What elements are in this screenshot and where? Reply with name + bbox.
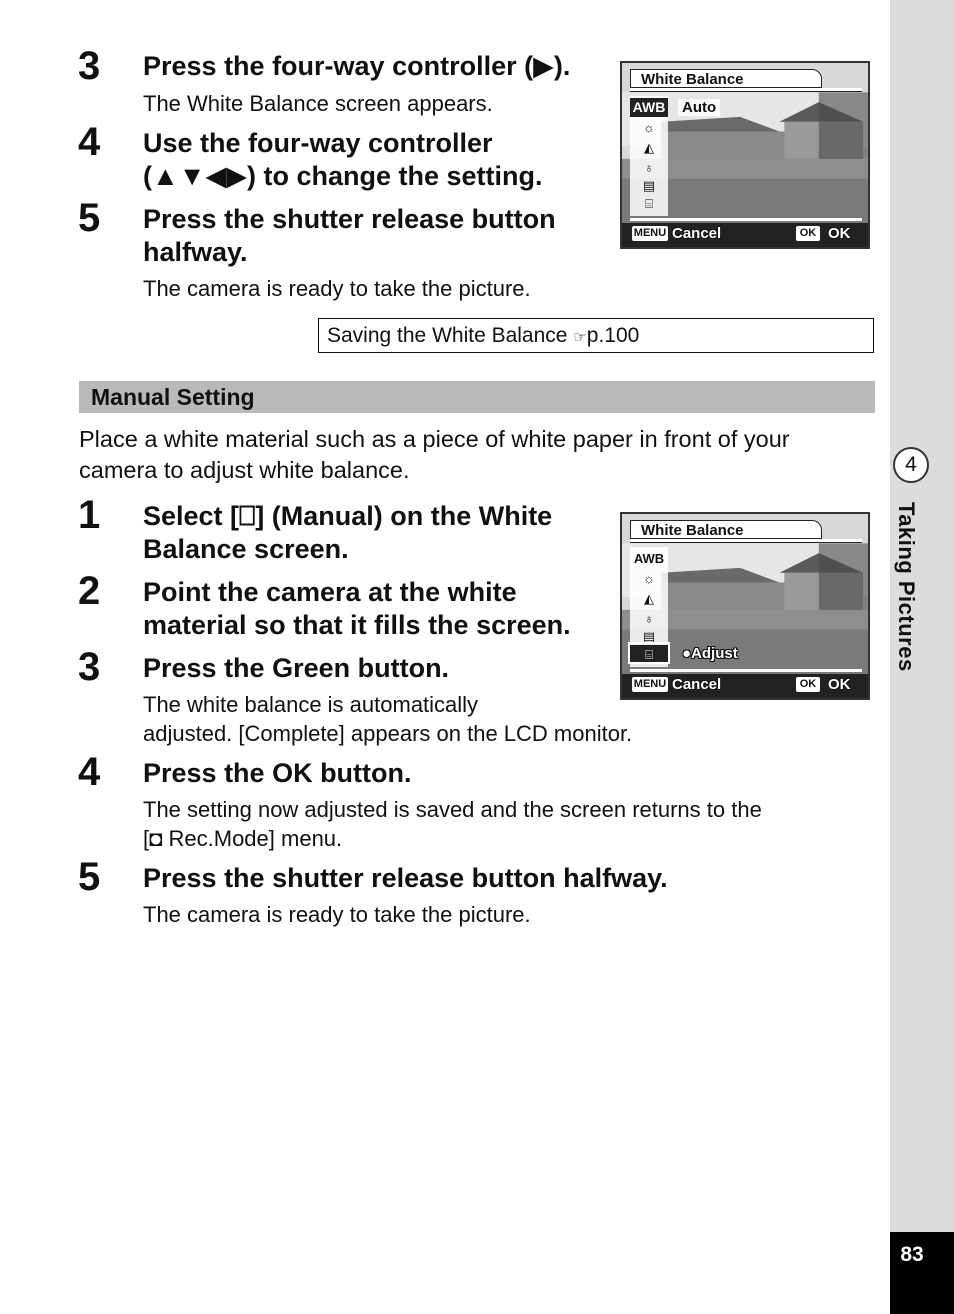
menu-key[interactable]: MENU bbox=[633, 678, 667, 690]
selected-mode-label: Auto bbox=[678, 99, 720, 116]
camera-screen-manual-adjust bbox=[620, 512, 870, 700]
footer-rule bbox=[630, 218, 862, 221]
step-description: The white balance is automatically adjusted. [Complete] appears on the LCD monitor. bbox=[143, 692, 633, 746]
step-number: 3 bbox=[78, 645, 101, 689]
step-number: 4 bbox=[78, 120, 101, 164]
reference-pointer-icon: ☞ bbox=[573, 329, 587, 346]
reference-text: Saving the White Balance bbox=[327, 324, 568, 347]
sun-icon[interactable]: ☼ bbox=[643, 120, 655, 135]
tungsten-icon[interactable]: ♁ bbox=[644, 160, 654, 175]
step-title: Press the Green button. bbox=[143, 653, 450, 683]
shade-icon[interactable]: ◭ bbox=[644, 591, 654, 606]
manual-wb-icon[interactable]: ⌸ bbox=[645, 196, 653, 211]
step-number: 2 bbox=[78, 569, 101, 613]
step-number: 4 bbox=[78, 750, 101, 794]
step-number: 1 bbox=[78, 493, 101, 537]
ok-key[interactable]: OK bbox=[796, 677, 820, 692]
step-title: Point the camera at the white material so that it fills the screen. bbox=[143, 577, 571, 640]
tungsten-icon[interactable]: ♁ bbox=[644, 611, 654, 626]
step-title: Select [⎕] (Manual) on the White Balance screen. bbox=[143, 501, 553, 564]
adjust-hint: ●Adjust bbox=[682, 645, 738, 662]
cancel-label: Cancel bbox=[672, 676, 722, 693]
step-title: Press the OK button. bbox=[143, 758, 412, 788]
step-description: The setting now adjusted is saved and the screen returns to the [◘ Rec.Mode] menu. bbox=[143, 797, 762, 851]
intro-paragraph: Place a white material such as a piece of white paper in front of your camera to adjust white balance. bbox=[79, 426, 790, 483]
step-title: Use the four-way controller (▲▼◀▶) to change the setting. bbox=[143, 128, 543, 191]
step-description: The White Balance screen appears. bbox=[143, 91, 493, 116]
chapter-title: Taking Pictures bbox=[894, 502, 919, 672]
screen-header: White Balance bbox=[630, 520, 822, 539]
cancel-label: Cancel bbox=[672, 225, 722, 242]
ok-label: OK bbox=[828, 225, 851, 242]
step-title: Press the shutter release button halfway. bbox=[143, 863, 668, 893]
step-title: Press the shutter release button halfway. bbox=[143, 204, 556, 267]
menu-key[interactable]: MENU bbox=[633, 227, 667, 239]
ok-label: OK bbox=[828, 676, 851, 693]
chapter-number: 4 bbox=[893, 447, 929, 483]
reference-page[interactable]: p.100 bbox=[586, 324, 640, 347]
camera-screen-white-balance bbox=[620, 61, 870, 249]
ok-key[interactable]: OK bbox=[796, 226, 820, 241]
screen-header: White Balance bbox=[630, 69, 822, 88]
header-rule bbox=[630, 539, 862, 543]
green-button-icon: ● bbox=[682, 645, 692, 662]
page-number: 83 bbox=[900, 1243, 924, 1266]
step-title: Press the four-way controller (▶). bbox=[143, 51, 571, 81]
manual-wb-icon[interactable]: ⌸ bbox=[630, 645, 668, 664]
selection-frame bbox=[628, 642, 670, 664]
awb-icon[interactable]: AWB bbox=[633, 551, 665, 566]
shade-icon[interactable]: ◭ bbox=[644, 140, 654, 155]
awb-icon[interactable]: AWB bbox=[630, 98, 668, 117]
fluorescent-icon[interactable]: ▤ bbox=[642, 178, 656, 193]
step-number: 3 bbox=[78, 44, 101, 88]
step-description: The camera is ready to take the picture. bbox=[143, 902, 531, 927]
reference-box bbox=[318, 318, 874, 353]
step-number: 5 bbox=[78, 855, 101, 899]
footer-rule bbox=[630, 669, 862, 672]
section-heading: Manual Setting bbox=[79, 381, 875, 413]
header-rule bbox=[630, 88, 862, 92]
step-description: The camera is ready to take the picture. bbox=[143, 276, 531, 301]
step-number: 5 bbox=[78, 196, 101, 240]
fluorescent-icon[interactable]: ▤ bbox=[642, 629, 656, 644]
sun-icon[interactable]: ☼ bbox=[643, 571, 655, 586]
